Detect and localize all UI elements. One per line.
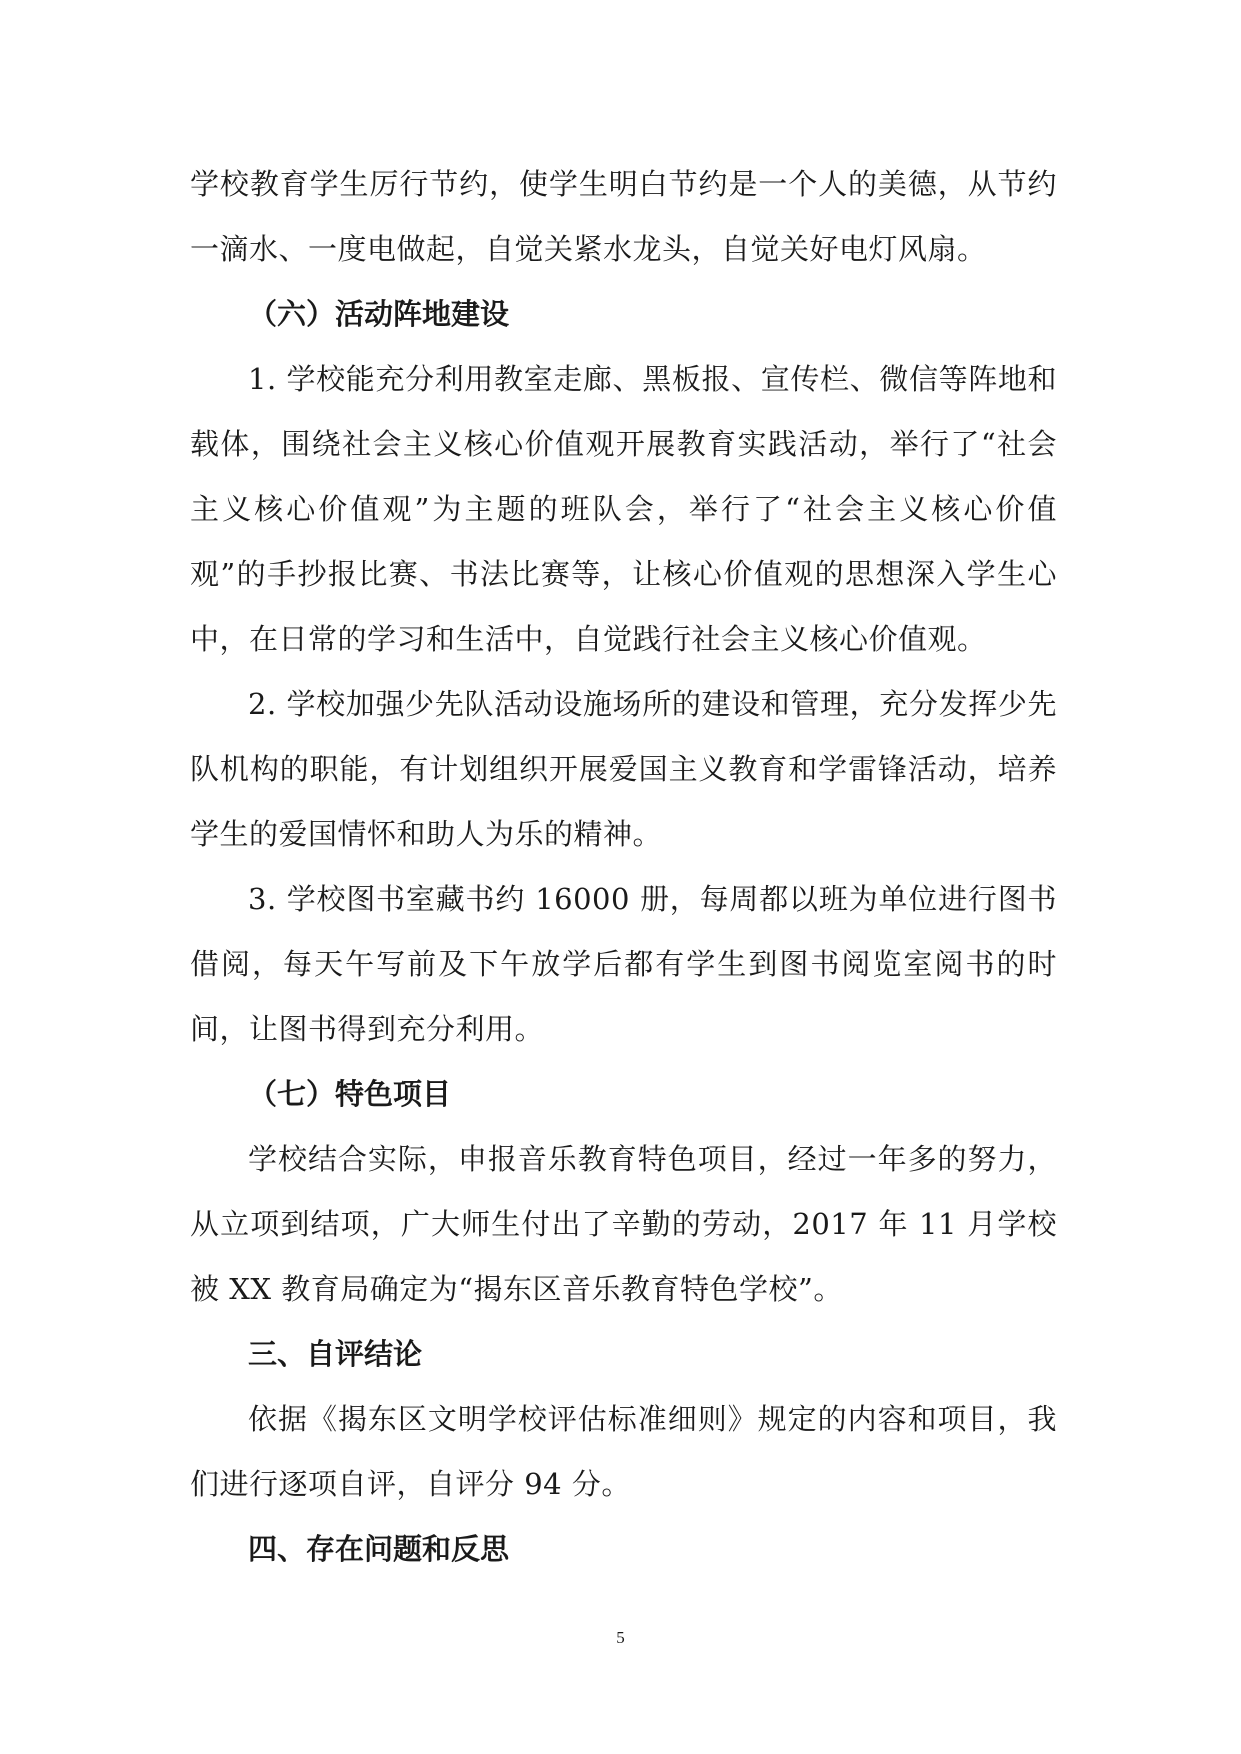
heading-self-evaluation: 三、自评结论 — [248, 1337, 423, 1371]
paragraph-self-evaluation: 依据《揭东区文明学校评估标准细则》规定的内容和项目，我们进行逐项自评，自评分 94 分。 — [190, 1402, 1057, 1501]
heading-special-project: （七）特色项目 — [248, 1077, 452, 1111]
heading-problems-reflection: 四、存在问题和反思 — [248, 1532, 510, 1566]
paragraph-thrift: 学校教育学生厉行节约，使学生明白节约是一个人的美德，从节约一滴水、一度电做起，自觉关紧水龙头，自觉关好电灯风扇。 — [190, 167, 1057, 266]
paragraph-item-2: 2. 学校加强少先队活动设施场所的建设和管理，充分发挥少先队机构的职能，有计划组织开展爱国主义教育和学雷锋活动，培养学生的爱国情怀和助人为乐的精神。 — [190, 687, 1057, 851]
paragraph-special-project: 学校结合实际，申报音乐教育特色项目，经过一年多的努力，从立项到结项，广大师生付出了辛勤的劳动，2017 年 11 月学校被 XX 教育局确定为“揭东区音乐教育特色学校”。 — [190, 1142, 1057, 1306]
heading-activity-base: （六）活动阵地建设 — [248, 297, 510, 331]
page-number: 5 — [616, 1628, 625, 1647]
paragraph-item-3: 3. 学校图书室藏书约 16000 册，每周都以班为单位进行图书借阅，每天午写前及下午放学后都有学生到图书阅览室阅书的时间，让图书得到充分利用。 — [190, 882, 1057, 1046]
paragraph-item-1: 1. 学校能充分利用教室走廊、黑板报、宣传栏、微信等阵地和载体，围绕社会主义核心价值观开展教育实践活动，举行了“社会主义核心价值观”为主题的班队会，举行了“社会主义核心价值观”的手抄报比赛、书法比赛等，让核心价值观的思想深入学生心中，在日常的学习和生活中，自觉践行社会主义核心价值观。 — [190, 362, 1057, 656]
page-body — [190, 152, 1057, 1582]
